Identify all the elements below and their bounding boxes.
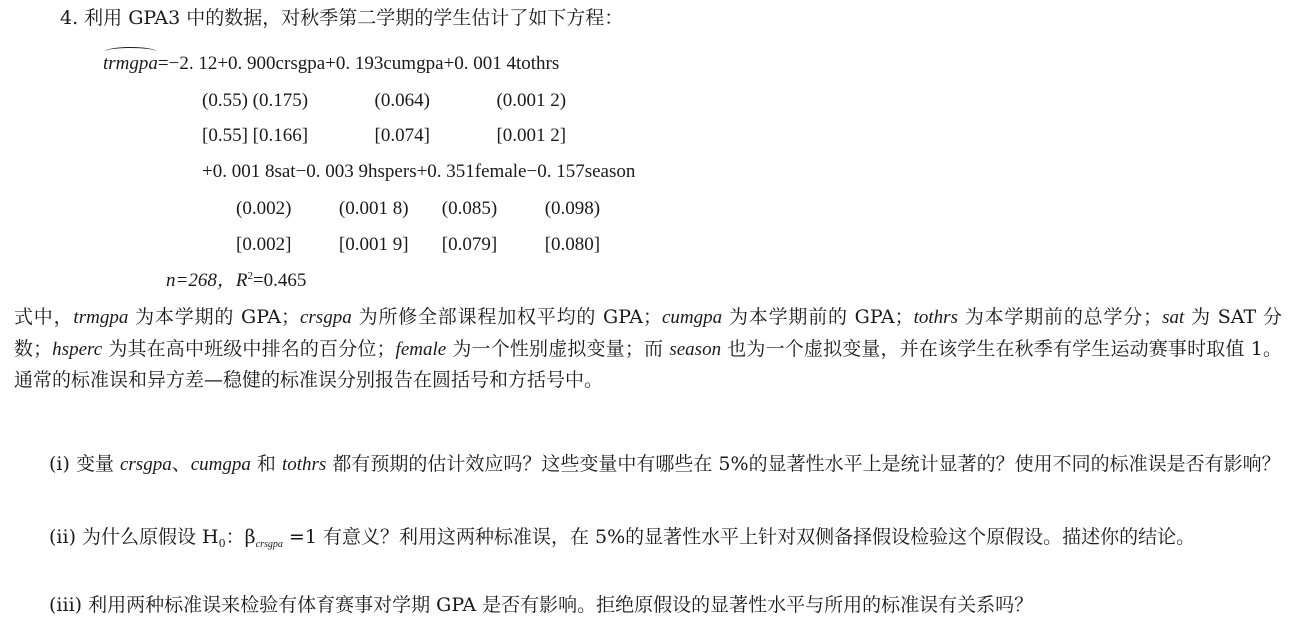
var-tothrs: tothrs xyxy=(913,307,958,328)
desc-text: 也为一个虚拟变量，并在该学生在秋季有学生运动赛事时取值 1。通常的标准误和异方差—稳健的标准误分别报告在圆括号和方括号中。 xyxy=(14,337,1282,391)
standard-errors-row-2: (0.002) (0.001 8) (0.085) (0.098) xyxy=(236,198,601,219)
question-3 xyxy=(14,590,1282,621)
standard-errors-row-1: (0.55) (0.175) (0.064) (0.001 2) xyxy=(202,90,567,111)
equation-row-1 xyxy=(103,52,559,76)
desc-text: 为一个性别虚拟变量；而 xyxy=(446,337,670,360)
var-female: female xyxy=(395,338,447,360)
robust-standard-errors-row-2: [0.002] [0.001 9] [0.079] [0.080] xyxy=(236,234,601,255)
desc-text: 为本学期的 GPA； xyxy=(128,306,300,328)
var-cumgpa: cumgpa xyxy=(190,454,251,475)
r-squared-label: R xyxy=(235,270,248,291)
question-1 xyxy=(14,449,1282,481)
desc-text: 为本学期前的总学分； xyxy=(957,306,1163,328)
variable-description xyxy=(14,302,1282,396)
var-crsgpa: crsgpa xyxy=(299,307,352,328)
q2-text: =1 有意义？利用这两种标准误，在 5%的显著性水平上针对双侧备择假设检验这个原假设。描述你的结论。 xyxy=(282,526,1196,548)
robust-standard-errors-row-1: [0.55] [0.166] [0.074] [0.001 2] xyxy=(202,125,567,146)
desc-text: 为本学期前的 GPA； xyxy=(722,306,914,328)
var-sat: sat xyxy=(1162,307,1185,328)
beta-subscript: crsgpa xyxy=(255,539,283,550)
desc-text: 为所修全部课程加权平均的 GPA； xyxy=(351,306,662,328)
equation-row-2: +0. 001 8sat−0. 003 9hspers+0. 351female−0. 157season xyxy=(202,161,636,182)
var-season: season xyxy=(669,338,722,360)
var-tothrs: tothrs xyxy=(281,454,327,475)
regression-stats xyxy=(166,269,306,293)
desc-text: 为其在高中班级中排名的百分位； xyxy=(102,337,396,360)
var-crsgpa: crsgpa xyxy=(119,454,172,475)
q2-text: (ii) 为什么原假设 H xyxy=(49,526,219,548)
problem-title: 4. 利用 GPA3 中的数据，对秋季第二学期的学生估计了如下方程： xyxy=(60,7,624,29)
desc-text: 为 SAT 分数； xyxy=(14,306,1282,360)
h0-subscript: 0 xyxy=(218,537,226,550)
q2-text: ：β xyxy=(225,526,256,548)
question-2 xyxy=(14,522,1282,553)
var-trmgpa: trmgpa xyxy=(73,307,129,328)
r-squared-exponent: 2 xyxy=(247,270,253,282)
desc-text: 式中， xyxy=(14,306,74,328)
equation-coefficients-1: =−2. 12+0. 900crsgpa+0. 193cumgpa+0. 001 4tothrs xyxy=(157,53,560,74)
q1-text: 、 xyxy=(171,453,191,475)
q1-text: 都有预期的估计效应吗？这些变量中有哪些在 5%的显著性水平上是统计显著的？使用不同的标准误是否有影响？ xyxy=(326,453,1281,475)
dependent-variable-hat: trmgpa xyxy=(103,53,158,74)
var-hsperc: hsperc xyxy=(52,338,103,360)
q3-text: (iii) 利用两种标准误来检验有体育赛事对学期 GPA 是否有影响。拒绝原假设的显著性水平与所用的标准误有关系吗？ xyxy=(49,594,1034,616)
sample-size: n=268， xyxy=(166,270,236,291)
q1-text: 和 xyxy=(250,453,282,475)
r-squared-value: =0.465 xyxy=(252,270,307,291)
var-cumgpa: cumgpa xyxy=(662,307,723,328)
q1-text: (i) 变量 xyxy=(49,453,120,475)
